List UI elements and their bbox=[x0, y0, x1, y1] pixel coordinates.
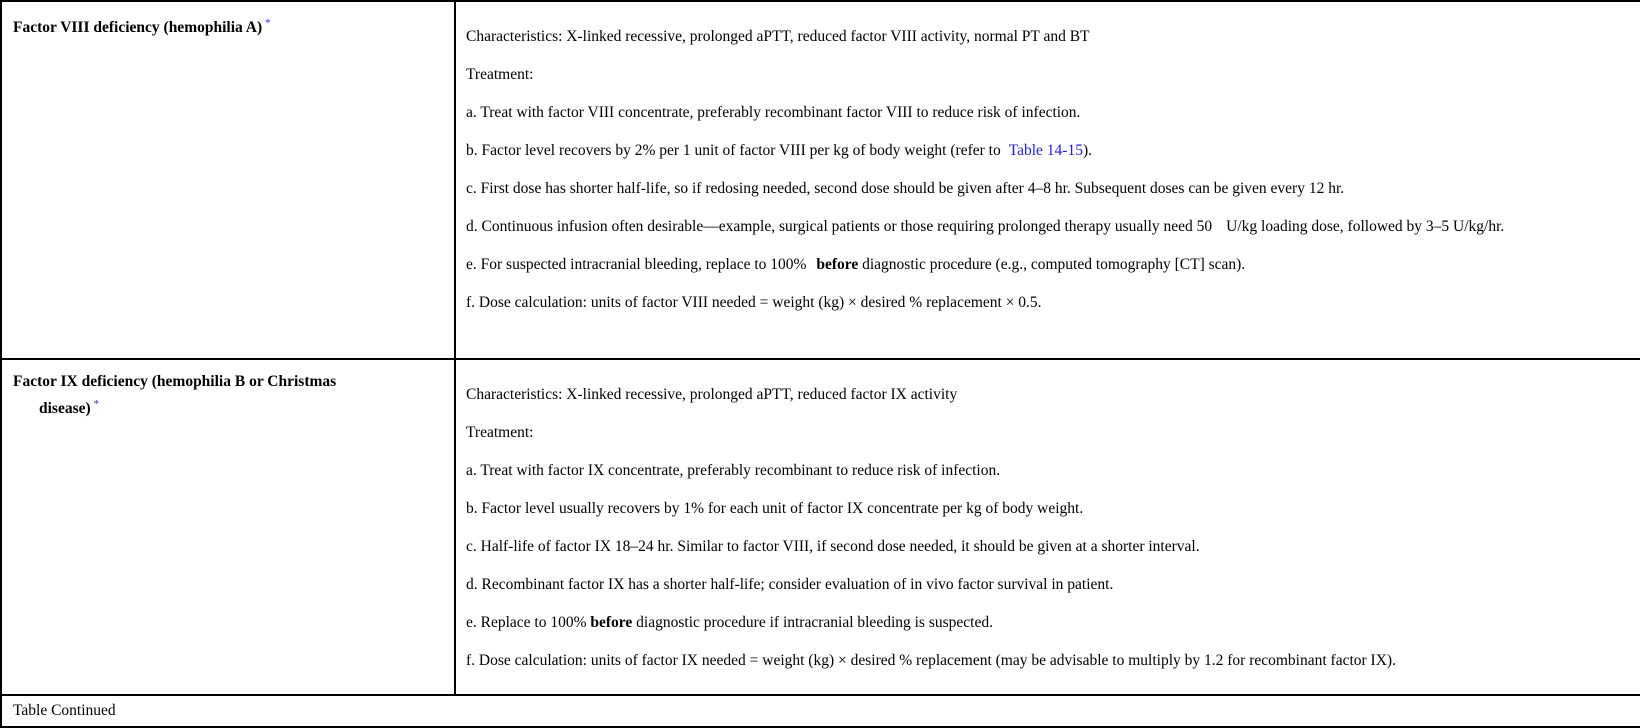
table-footer-cell bbox=[1, 695, 1640, 727]
treatment-label: Treatment: bbox=[466, 424, 534, 441]
treatment-item-f: f. Dose calculation: units of factor VIII needed = weight (kg) × desired % replacement × 0.5. bbox=[466, 294, 1042, 311]
treatment-item-e-end: diagnostic procedure if intracranial bleeding is suspected. bbox=[636, 614, 993, 631]
characteristics-text: Characteristics: X-linked recessive, prolonged aPTT, reduced factor VIII activity, normal PT and BT bbox=[466, 28, 1090, 45]
table-row bbox=[1, 359, 1640, 695]
treatment-item-b bbox=[466, 140, 1630, 161]
treatment-item-a: a. Treat with factor VIII concentrate, preferably recombinant factor VIII to reduce risk of infection. bbox=[466, 104, 1081, 121]
treatment-item-e-text: e. For suspected intracranial bleeding, replace to 100% bbox=[466, 256, 807, 273]
footnote-link[interactable]: * bbox=[265, 17, 271, 29]
treatment-item-c: c. Half-life of factor IX 18–24 hr. Similar to factor VIII, if second dose needed, it should be given at a shorter interval. bbox=[466, 538, 1200, 555]
treatment-item-d bbox=[466, 216, 1580, 237]
row-header-cell bbox=[1, 1, 455, 359]
footnote-link[interactable]: * bbox=[93, 398, 100, 410]
row-title bbox=[2, 360, 454, 420]
table-footer-row bbox=[1, 695, 1640, 727]
treatment-item-b-end: ). bbox=[1082, 142, 1093, 159]
row-title-continuation: disease) bbox=[39, 400, 91, 418]
treatment-item-d-text: d. Continuous infusion often desirable—example, surgical patients or those requiring prolonged therapy usually need 50 bbox=[466, 218, 1213, 235]
treatment-item-d-end: U/kg loading dose, followed by 3–5 U/kg/hr. bbox=[1226, 218, 1505, 235]
table-reference-link[interactable]: Table 14-15 bbox=[1008, 142, 1083, 159]
characteristics-text: Characteristics: X-linked recessive, prolonged aPTT, reduced factor IX activity bbox=[466, 386, 958, 403]
treatment-item-e bbox=[466, 254, 1630, 275]
treatment-item-e-text: e. Replace to 100% bbox=[466, 614, 587, 631]
emphasis-text: before bbox=[816, 256, 859, 273]
treatment-item-d: d. Recombinant factor IX has a shorter half-life; consider evaluation of in vivo factor survival in patient. bbox=[466, 576, 1114, 593]
treatment-item-b-text: b. Factor level recovers by 2% per 1 unit of factor VIII per kg of body weight (refer to bbox=[466, 142, 1001, 159]
treatment-item-b: b. Factor level usually recovers by 1% for each unit of factor IX concentrate per kg of body weight. bbox=[466, 500, 1084, 517]
treatment-item-a: a. Treat with factor IX concentrate, preferably recombinant to reduce risk of infection. bbox=[466, 462, 1001, 479]
table-row bbox=[1, 1, 1640, 359]
table-continued-note: Table Continued bbox=[13, 702, 116, 719]
row-header-cell bbox=[1, 359, 455, 695]
treatment-item-f: f. Dose calculation: units of factor IX needed = weight (kg) × desired % replacement (may be advisable to multiply by 1.2 for recombinant factor IX). bbox=[466, 652, 1396, 669]
row-content-cell bbox=[455, 1, 1640, 359]
emphasis-text: before bbox=[590, 614, 633, 631]
treatment-item-c: c. First dose has shorter half-life, so if redosing needed, second dose should be given after 4–8 hr. Subsequent doses can be given every 12 hr. bbox=[466, 180, 1345, 197]
treatment-item-e bbox=[466, 612, 1630, 633]
treatment-item-e-end: diagnostic procedure (e.g., computed tomography [CT] scan). bbox=[862, 256, 1246, 273]
treatment-label: Treatment: bbox=[466, 66, 534, 83]
row-title-text: Factor IX deficiency (hemophilia B or Christmas bbox=[13, 373, 337, 390]
row-title-text: Factor VIII deficiency (hemophilia A) bbox=[13, 19, 263, 37]
row-title bbox=[2, 2, 454, 39]
row-content-cell bbox=[455, 359, 1640, 695]
